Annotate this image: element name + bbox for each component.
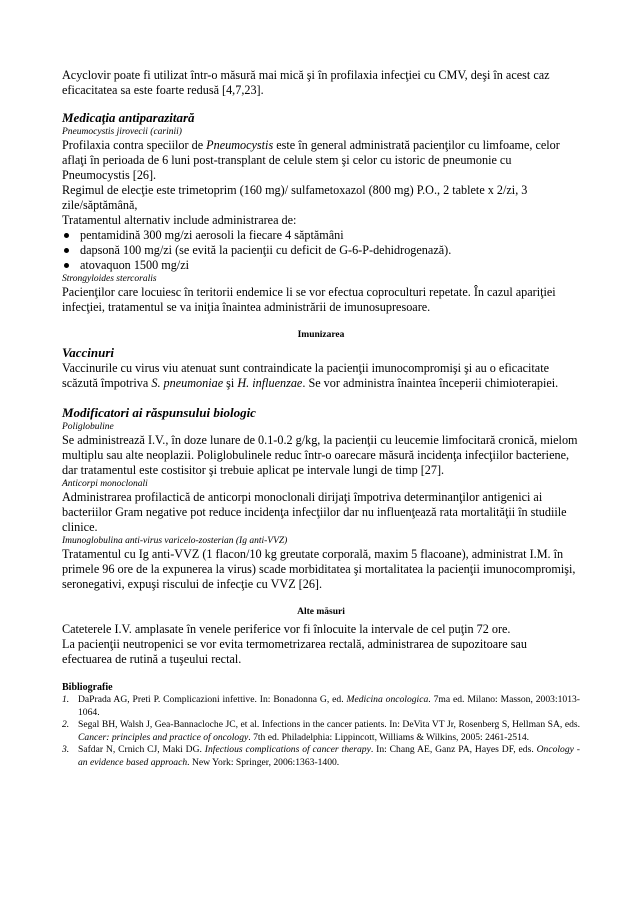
strongyloides-paragraph: Pacienţilor care locuiesc în teritorii endemice li se vor efectua coproculturi repetate. În cazul apariţiei infecţiei, tratamentul se va iniţia înaintea administrării de imunosupresoare. <box>62 285 556 314</box>
other-measures-heading: Alte măsuri <box>297 607 345 617</box>
polyglobulins-subheading: Poliglobuline <box>62 422 114 432</box>
vzv-immunoglobulin-subheading: Imunoglobulina anti-virus varicelo-zosterian (Ig anti-VVZ) <box>62 536 288 546</box>
polyglobulins-paragraph: Se administrează I.V., în doze lunare de 0.1-0.2 g/kg, la pacienţii cu leucemie limfocitară cronică, mielom multiplu sau alte neoplazii. Poliglobulinele reduc într-o oarecare măsură incidenţa infecţiilor bacteriene, dar tratamentul este costisitor şi trebuie aplicat pe intervale lungi de timp [27]. <box>62 433 578 477</box>
vzv-immunoglobulin-paragraph: Tratamentul cu Ig anti-VVZ (1 flacon/10 kg greutate corporală, maxim 5 flacoane), administrat I.M. în primele 96 ore de la expunerea la virus) scade morbiditatea şi mortalitatea la pacienţii imunocompromişi, seronegativi, expuşi riscului de infecţie cu VVZ [26]. <box>62 547 576 591</box>
pneumocystis-subheading: Pneumocystis jirovecii (carinii) <box>62 127 182 137</box>
bibliography-item: 3. Safdar N, Crnich CJ, Maki DG. Infectious complications of cancer therapy. In: Chang AE, Ganz PA, Hayes DF, eds. Oncology - an evidence based approach. New York: Springer, 2006:1363-1400. <box>62 744 580 768</box>
bullet-icon <box>64 248 69 253</box>
list-item: dapsonă 100 mg/zi (se evită la pacienţii cu deficit de G-6-P-dehidrogenază). <box>62 243 580 258</box>
monoclonal-antibodies-subheading: Anticorpi monoclonali <box>62 479 148 489</box>
strongyloides-subheading: Strongyloides stercoralis <box>62 274 157 284</box>
biological-modifiers-heading: Modificatori ai răspunsului biologic <box>62 405 256 420</box>
page-content <box>62 68 580 769</box>
catheter-paragraph: Cateterele I.V. amplasate în venele periferice vor fi înlocuite la intervale de cel puţin 72 ore. <box>62 622 511 636</box>
bullet-icon <box>64 263 69 268</box>
intro-paragraph: Acyclovir poate fi utilizat într-o măsură mai mică şi în profilaxia infecţiei cu CMV, deşi în acest caz eficacitatea sa este foarte redusă [4,7,23]. <box>62 68 550 97</box>
bullet-icon <box>64 233 69 238</box>
neutropenic-paragraph: La pacienţii neutropenici se vor evita termometrizarea rectală, administrarea de supozitoare sau efectuarea de rutină a tuşeului rectal. <box>62 637 527 666</box>
vaccines-paragraph: Vaccinurile cu virus viu atenuat sunt contraindicate la pacienţii imunocompromişi şi au o eficacitate scăzută împotriva S. pneumoniae şi H. influenzae. Se vor administra înaintea începerii chimioterapiei. <box>62 361 559 390</box>
antiparasitic-heading: Medicaţia antiparazitară <box>62 110 195 125</box>
alternative-treatment-paragraph: Tratamentul alternativ include administrarea de: <box>62 213 297 227</box>
monoclonal-antibodies-paragraph: Administrarea profilactică de anticorpi monoclonali dirijaţi împotriva determinanţilor antigenici ai bacteriilor Gram negative pot reduce incidenţa infecţiilor dar nu influenţează rata mortalităţii în studiile clinice. <box>62 490 567 534</box>
list-item: pentamidină 300 mg/zi aerosoli la fiecare 4 săptămâni <box>62 228 580 243</box>
vaccines-heading: Vaccinuri <box>62 345 115 360</box>
immunization-heading: Imunizarea <box>297 330 345 340</box>
regimen-paragraph: Regimul de elecţie este trimetoprim (160 mg)/ sulfametoxazol (800 mg) P.O., 2 tablete x 2/zi, 3 zile/săptămână, <box>62 183 528 212</box>
bibliography-heading: Bibliografie <box>62 682 113 693</box>
pneumocystis-prophylaxis-paragraph: Profilaxia contra speciilor de Pneumocystis este în general administrată pacienţilor cu limfoame, celor aflaţi în perioada de 6 luni post-transplant de celule stem şi celor cu istoric de pneumonie cu Pneumocystis [26]. <box>62 138 560 182</box>
alternative-treatment-list <box>62 228 580 273</box>
bibliography-item: 1. DaPrada AG, Preti P. Complicazioni infettive. In: Bonadonna G, ed. Medicina oncologica. 7ma ed. Milano: Masson, 2003:1013-1064. <box>62 694 580 718</box>
bibliography-item: 2. Segal BH, Walsh J, Gea-Bannacloche JC, et al. Infections in the cancer patients. In: DeVita VT Jr, Rosenberg S, Hellman SA, eds. Cancer: principles and practice of oncology. 7th ed. Philadelphia: Lippincott, Williams & Wilkins, 2005: 2461-2514. <box>62 719 580 743</box>
bibliography-list <box>62 694 580 769</box>
list-item: atovaquon 1500 mg/zi <box>62 258 580 273</box>
